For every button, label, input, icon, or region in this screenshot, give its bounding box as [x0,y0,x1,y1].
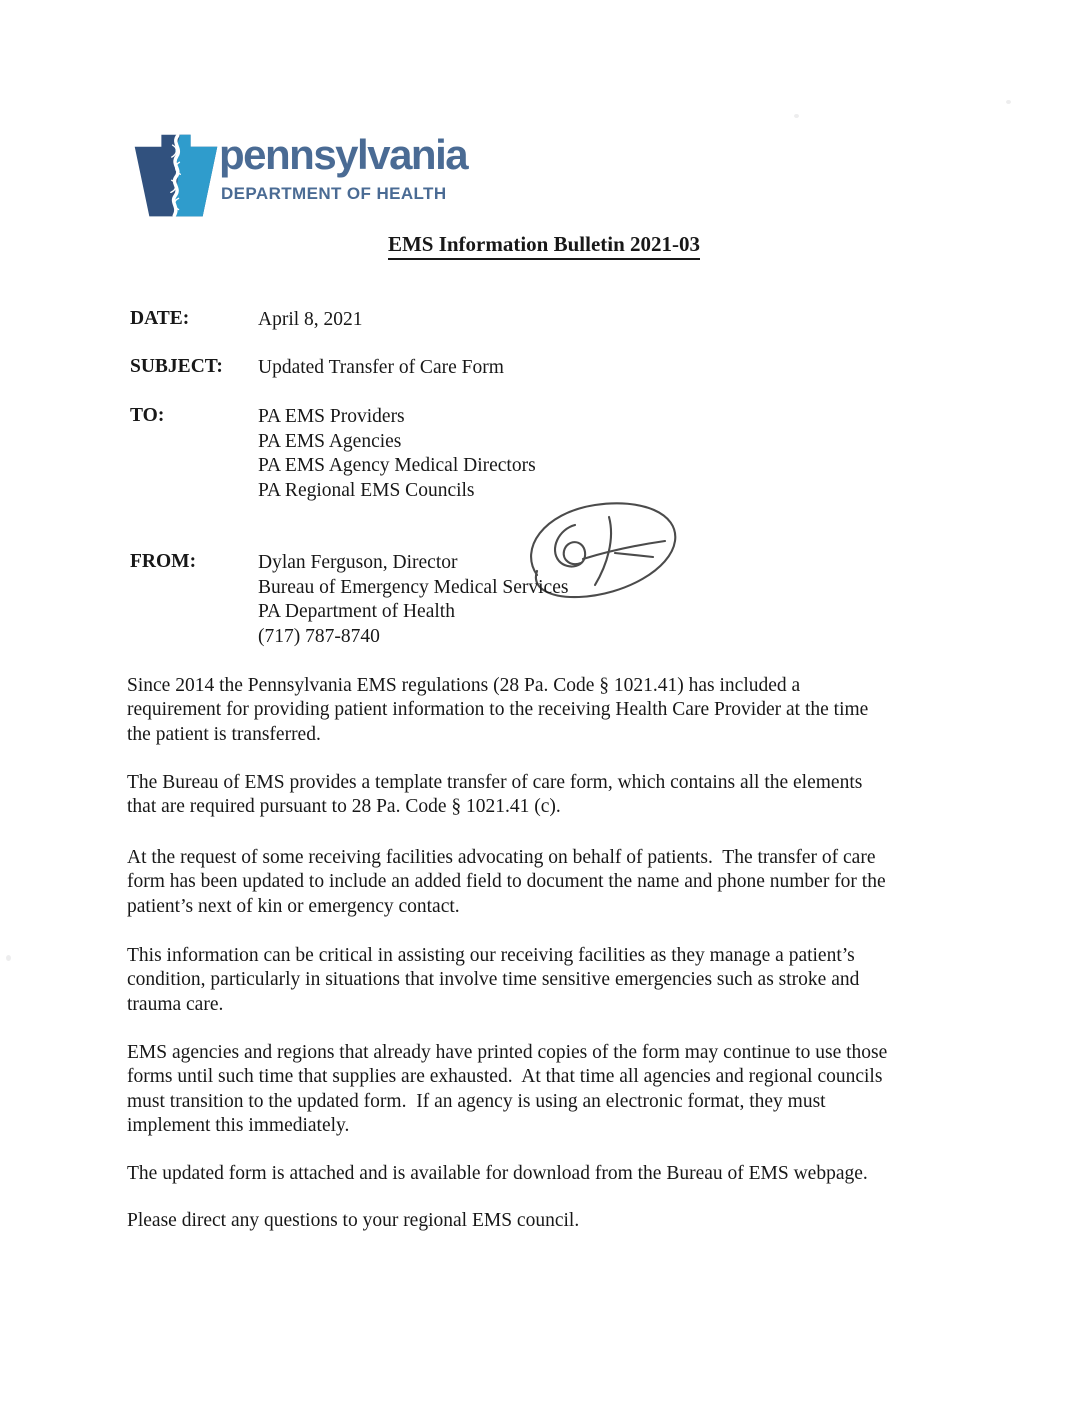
paragraph-line: The Bureau of EMS provides a template transfer of care form, which contains all the elements [127,772,863,793]
paragraph-line: implement this immediately. [127,1115,350,1137]
to-label: TO: [130,405,165,426]
from-label: FROM: [130,551,197,572]
paragraph-line: EMS agencies and regions that already have printed copies of the form may continue to use those [127,1042,888,1063]
scan-speck [1006,100,1011,104]
paragraph-line: that are required pursuant to 28 Pa. Code § 1021.41 (c). [127,796,561,818]
subject-label: SUBJECT: [130,356,223,377]
paragraph-line: The updated form is attached and is available for download from the Bureau of EMS webpage. [127,1163,868,1184]
scan-speck [794,114,799,118]
body-paragraph [127,1162,868,1186]
body-paragraph [127,1041,887,1139]
date-value-line: April 8, 2021 [258,309,363,330]
to-value-line: PA Regional EMS Councils [258,480,475,502]
paragraph-line: requirement for providing patient information to the receiving Health Care Provider at the time [127,699,869,721]
logo-subtitle: DEPARTMENT OF HEALTH [221,184,447,203]
from-value-line: Dylan Ferguson, Director [258,552,458,573]
paragraph-line: trauma care. [127,993,224,1015]
paragraph-line: must transition to the updated form. If an agency is using an electronic format, they must [127,1090,826,1112]
paragraph-line: At the request of some receiving facilities advocating on behalf of patients. The transfer of care [127,847,876,868]
from-value [258,551,568,650]
to-value-line: PA EMS Agency Medical Directors [258,455,536,477]
body-paragraph [127,846,886,919]
bulletin-title: EMS Information Bulletin 2021-03 [388,232,700,260]
paragraph-line: the patient is transferred. [127,723,321,745]
keystone-caduceus-icon [133,130,219,222]
subject-value [258,356,504,381]
scan-speck [6,955,11,961]
paragraph-line: form has been updated to include an added field to document the name and phone number for the [127,871,886,893]
from-value-line: Bureau of Emergency Medical Services [258,576,569,598]
logo-wordmark: pennsylvania [219,131,468,178]
to-value-line: PA EMS Agencies [258,430,402,452]
subject-value-line: Updated Transfer of Care Form [258,357,504,378]
body-paragraph [127,771,862,820]
to-value [258,405,536,504]
body-paragraph [127,1209,579,1233]
paragraph-line: Since 2014 the Pennsylvania EMS regulations (28 Pa. Code § 1021.41) has included a [127,675,801,696]
paragraph-line: forms until such time that supplies are exhausted. At that time all agencies and regional councils [127,1066,883,1088]
from-value-line: (717) 787-8740 [258,626,380,648]
body-paragraph [127,674,868,747]
paragraph-line: This information can be critical in assisting our receiving facilities as they manage a patient’s [127,945,855,966]
paragraph-line: condition, particularly in situations that involve time sensitive emergencies such as stroke and [127,969,860,991]
to-value-line: PA EMS Providers [258,406,405,427]
paragraph-line: Please direct any questions to your regional EMS council. [127,1210,580,1231]
body-paragraph [127,944,859,1017]
date-label: DATE: [130,308,190,329]
from-value-line: PA Department of Health [258,601,455,623]
paragraph-line: patient’s next of kin or emergency contact. [127,895,460,917]
date-value [258,308,363,333]
